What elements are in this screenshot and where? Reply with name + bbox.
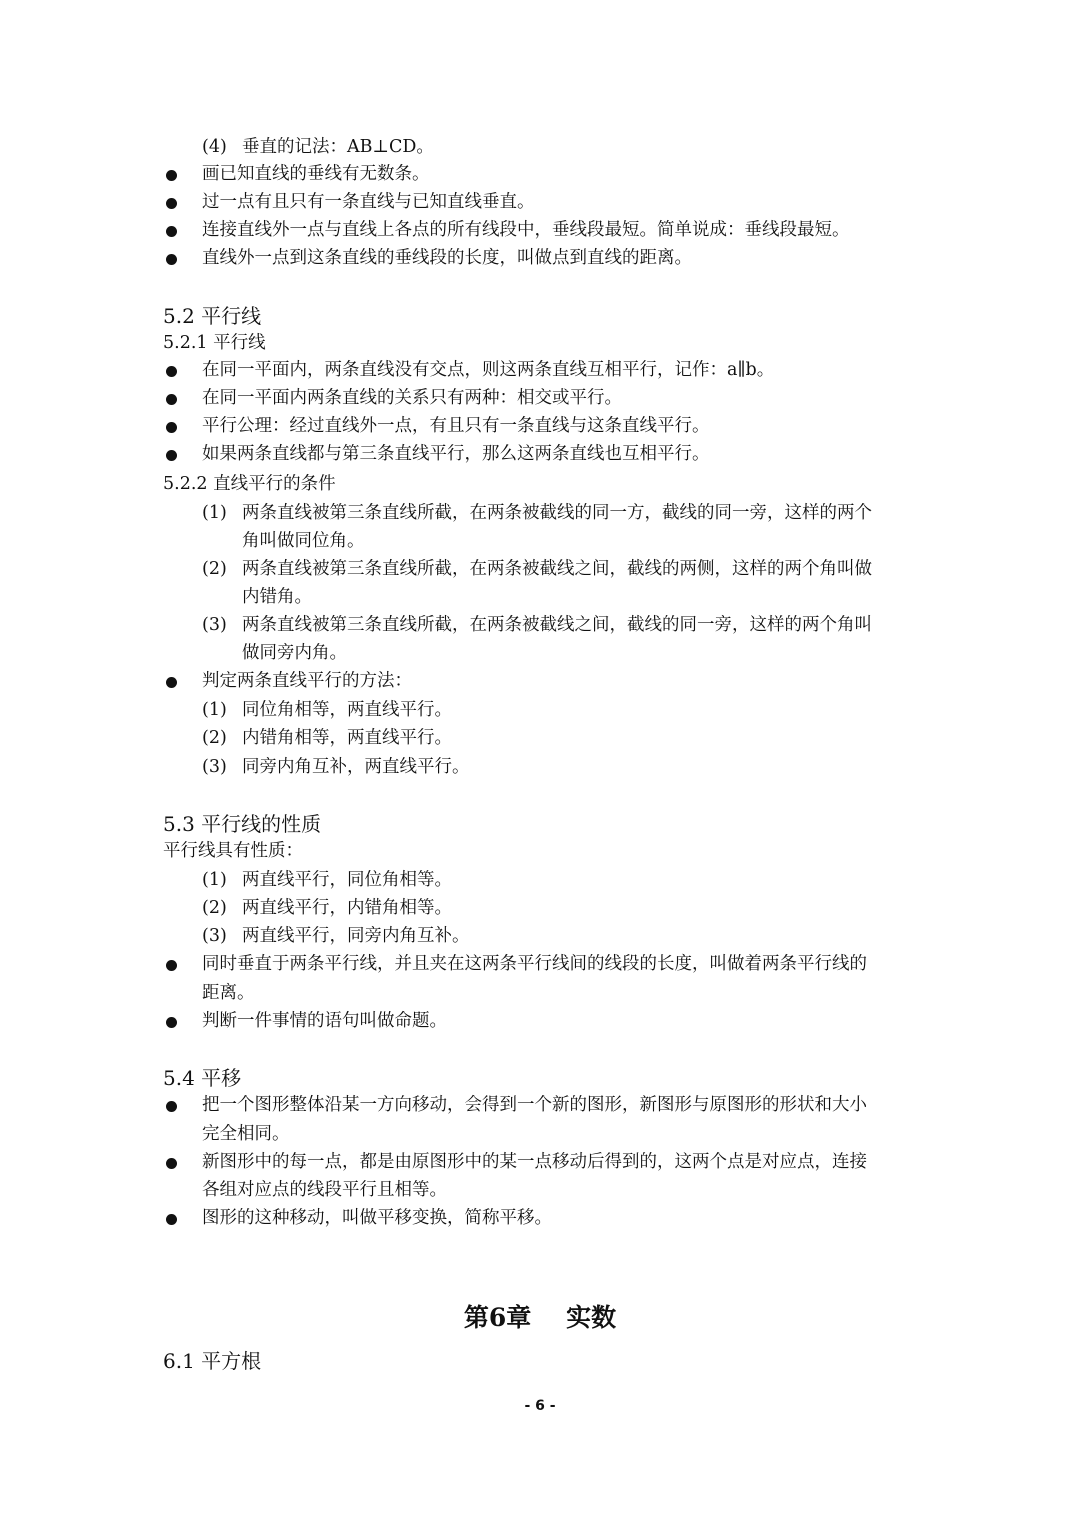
bullet-text-continued: 各组对应点的线段平行且相等。: [202, 1180, 447, 1200]
item-number: (3): [202, 926, 227, 946]
section-heading-5-3: 5.3 平行线的性质: [163, 812, 322, 836]
bullet-text: 判定两条直线平行的方法：: [202, 671, 412, 691]
properties-intro: 平行线具有性质：: [163, 841, 303, 861]
item-text: 同位角相等，两直线平行。: [242, 700, 452, 720]
bullet-text: 把一个图形整体沿某一方向移动，会得到一个新的图形，新图形与原图形的形状和大小: [202, 1095, 867, 1115]
bullet-dot: [166, 1214, 177, 1225]
subsection-heading-5-2-2: 5.2.2 直线平行的条件: [163, 474, 336, 494]
bullet-text: 判断一件事情的语句叫做命题。: [202, 1011, 447, 1031]
item-number: (1): [202, 700, 227, 720]
item-text: 两条直线被第三条直线所截，在两条被截线的同一方，截线的同一旁，这样的两个: [242, 503, 872, 523]
bullet-text: 画已知直线的垂线有无数条。: [202, 164, 430, 184]
bullet-dot: [166, 198, 177, 209]
bullet-dot: [166, 960, 177, 971]
bullet-dot: [166, 170, 177, 181]
bullet-dot: [166, 1017, 177, 1028]
item-text: 内错角相等，两直线平行。: [242, 728, 452, 748]
bullet-dot: [166, 450, 177, 461]
bullet-text-continued: 完全相同。: [202, 1124, 290, 1144]
item-text: 两直线平行，同位角相等。: [242, 870, 452, 890]
bullet-dot: [166, 422, 177, 433]
bullet-text: 新图形中的每一点，都是由原图形中的某一点移动后得到的，这两个点是对应点，连接: [202, 1152, 867, 1172]
condition-item: [202, 561, 872, 579]
section-heading-5-4: 5.4 平移: [163, 1066, 242, 1090]
bullet-text: 在同一平面内两条直线的关系只有两种：相交或平行。: [202, 388, 622, 408]
item-number: (2): [202, 898, 227, 918]
item-number: (3): [202, 757, 227, 777]
section-heading-6-1: 6.1 平方根: [163, 1349, 262, 1373]
condition-item: [202, 617, 872, 635]
property-item: [202, 872, 452, 890]
item-text: 两直线平行，内错角相等。: [242, 898, 452, 918]
perpendicular-notation: [202, 139, 434, 157]
bullet-text: 同时垂直于两条平行线，并且夹在这两条平行线间的线段的长度，叫做着两条平行线的: [202, 954, 867, 974]
item-text: 两直线平行，同旁内角互补。: [242, 926, 470, 946]
bullet-dot: [166, 1158, 177, 1169]
bullet-dot: [166, 254, 177, 265]
item-number: (2): [202, 728, 227, 748]
method-item: [202, 759, 470, 777]
item-text: 两条直线被第三条直线所截，在两条被截线之间，截线的两侧，这样的两个角叫做: [242, 559, 872, 579]
bullet-dot: [166, 677, 177, 688]
bullet-dot: [166, 1101, 177, 1112]
bullet-text: 过一点有且只有一条直线与已知直线垂直。: [202, 192, 535, 212]
condition-item: [202, 505, 872, 523]
section-heading-5-2: 5.2 平行线: [163, 304, 262, 328]
item-text: 垂直的记法：AB⊥CD。: [242, 137, 434, 157]
item-number: (2): [202, 559, 227, 579]
bullet-text: 图形的这种移动，叫做平移变换，简称平移。: [202, 1208, 552, 1228]
item-text-continued: 内错角。: [242, 587, 312, 607]
item-text-continued: 角叫做同位角。: [242, 531, 365, 551]
bullet-text: 在同一平面内，两条直线没有交点，则这两条直线互相平行，记作：a∥b。: [202, 360, 775, 380]
bullet-text: 直线外一点到这条直线的垂线段的长度，叫做点到直线的距离。: [202, 248, 692, 268]
bullet-text: 连接直线外一点与直线上各点的所有线段中，垂线段最短。简单说成：垂线段最短。: [202, 220, 850, 240]
bullet-text: 如果两条直线都与第三条直线平行，那么这两条直线也互相平行。: [202, 444, 710, 464]
property-item: [202, 900, 452, 918]
bullet-dot: [166, 366, 177, 377]
method-item: [202, 702, 452, 720]
bullet-dot: [166, 394, 177, 405]
property-item: [202, 928, 470, 946]
item-number: (3): [202, 615, 227, 635]
method-item: [202, 730, 452, 748]
bullet-dot: [166, 226, 177, 237]
subsection-heading-5-2-1: 5.2.1 平行线: [163, 333, 266, 353]
item-text: 两条直线被第三条直线所截，在两条被截线之间，截线的同一旁，这样的两个角叫: [242, 615, 872, 635]
page-number: - 6 -: [524, 1398, 556, 1414]
item-number: (1): [202, 503, 227, 523]
chapter-title: 第6章 实数: [463, 1303, 617, 1332]
item-number: (1): [202, 870, 227, 890]
item-number: (4): [202, 137, 227, 157]
item-text: 同旁内角互补，两直线平行。: [242, 757, 470, 777]
bullet-text: 平行公理：经过直线外一点，有且只有一条直线与这条直线平行。: [202, 416, 710, 436]
item-text-continued: 做同旁内角。: [242, 643, 347, 663]
bullet-text-continued: 距离。: [202, 983, 255, 1003]
